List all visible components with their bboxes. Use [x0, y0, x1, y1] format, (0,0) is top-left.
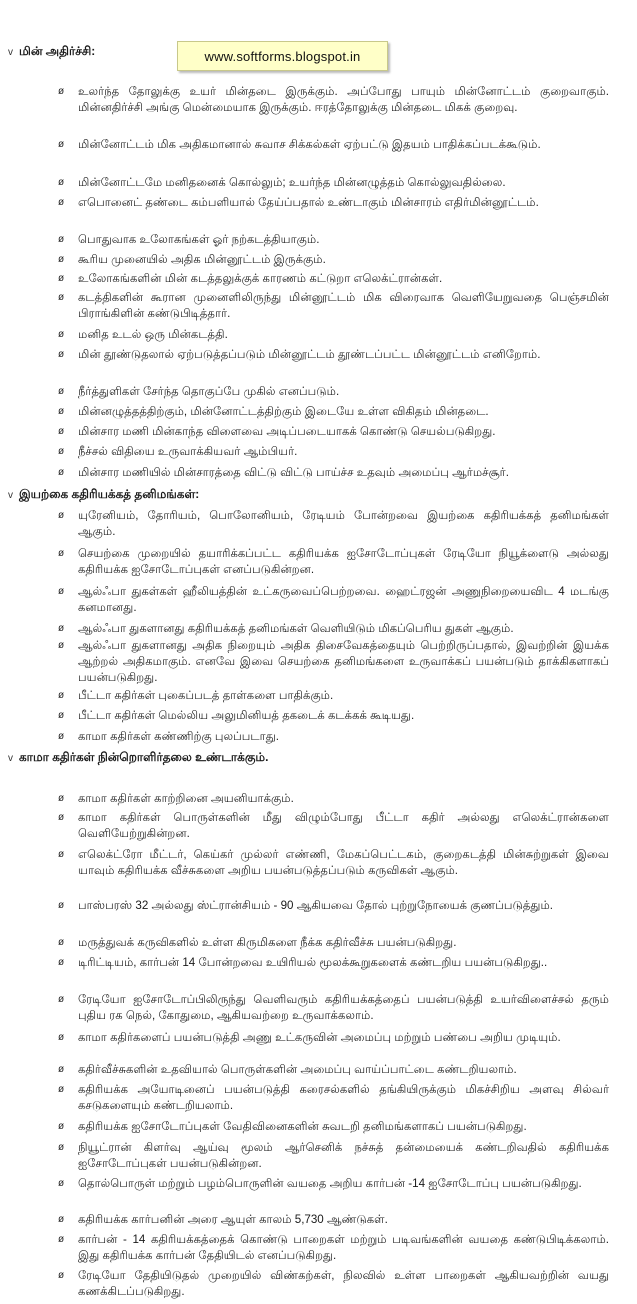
item-marker: ø	[58, 812, 65, 823]
item-text: கூரிய முனையில் அதிக மின்னூட்டம் இருக்கும்.	[78, 253, 326, 266]
item-text: பீட்டா கதிர்கள் புகைப்படத் தாள்களை பாதிக்கும்.	[78, 689, 334, 702]
section-bullet: v	[8, 753, 13, 764]
list-item	[58, 195, 609, 211]
item-text: ரேடியோ ஐசோடோப்பிலிருந்து வெளிவரும் கதிரியக்கத்தைப் பயன்படுத்தி உயர்விளைச்சல் தரும் புதிய ரக நெல், கோதுமை, ஆகியவற்றை உருவாக்கலாம்.	[78, 993, 609, 1022]
list-item	[58, 791, 609, 807]
list-item	[58, 327, 609, 343]
item-text: ரேடியோ தேதியிடுதல் முறையில் விண்கற்கள், நிலவில் உள்ள பாறைகள் ஆகியவற்றின் வயது கணக்கிடப்படுகிறது.	[78, 1269, 609, 1298]
list-item	[58, 508, 609, 540]
list-item	[58, 1119, 609, 1135]
item-marker: ø	[58, 1234, 65, 1245]
list-item	[58, 729, 609, 745]
item-text: டிரிட்டியம், கார்பன் 14 போன்றவை உயிரியல் மூலக்கூறுகளைக் கண்டறிய பயன்படுகிறது..	[78, 956, 548, 969]
item-marker: ø	[58, 234, 65, 245]
section-bullet: v	[8, 490, 13, 501]
item-marker: ø	[58, 467, 65, 478]
item-text: யுரேனியம், தோரியம், பொலோனியம், ரேடியம் போன்றவை இயற்கை கதிரியக்கத் தனிமங்கள் ஆகும்.	[78, 509, 609, 538]
list-item	[58, 1268, 609, 1300]
item-marker: ø	[58, 849, 65, 860]
list-item	[58, 708, 609, 724]
item-marker: ø	[58, 1032, 65, 1043]
item-text: நீர்த்துளிகள் சேர்ந்த தொகுப்பே முகில் எனப்படும்.	[78, 385, 340, 398]
item-marker: ø	[58, 586, 65, 597]
item-marker: ø	[58, 640, 65, 651]
item-marker: ø	[58, 510, 65, 521]
item-text: பாஸ்பரஸ் 32 அல்லது ஸ்ட்ரான்சியம் - 90 ஆகியவை தோல் புற்றுநோயைக் குணப்படுத்தும்.	[78, 899, 554, 912]
item-text: மின் தூண்டுதலால் ஏற்படுத்தப்படும் மின்னூட்டம் தூண்டப்பட்ட மின்னூட்டம் எனிறோம்.	[78, 348, 541, 361]
section-heading-electric-shock	[8, 44, 95, 60]
section-heading-text: இயற்கை கதிரியக்கத் தனிமங்கள்:	[19, 487, 200, 501]
list-item	[58, 546, 609, 578]
list-item	[58, 935, 609, 951]
item-text: கதிரியக்க ஐசோடோப்புகள் வேதிவினைகளின் சுவடறி தனிமங்களாகப் பயன்படுகிறது.	[78, 1120, 527, 1133]
list-item	[58, 1176, 609, 1192]
item-marker: ø	[58, 690, 65, 701]
item-marker: ø	[58, 1142, 65, 1153]
item-text: பொதுவாக உலோகங்கள் ஓர் நற்கடத்தியாகும்.	[78, 233, 320, 246]
item-text: மனித உடல் ஒரு மின்கடத்தி.	[78, 328, 228, 341]
item-text: மின்னோட்டமே மனிதனைக் கொல்லும்; உயர்ந்த மின்னழுத்தம் கொல்லுவதில்லை.	[78, 176, 506, 189]
item-text: ஆல்ஃபா துகளானது அதிக நிறையும் அதிக திசைவேகத்தையும் பெற்றிருப்பதால், இவற்றின் இயக்க ஆற்றல் அதிகமாகும். எனவே இவை செயற்கை தனிமங்களை உருவாக்கப் பயன்படும் தாக்கிகளாகப் பயன்படுகிறது.	[78, 639, 609, 684]
item-marker: ø	[58, 623, 65, 634]
list-item	[58, 1062, 609, 1078]
item-text: கதிரியக்க கார்பனின் அரை ஆயுள் காலம் 5,730 ஆண்டுகள்.	[78, 1213, 388, 1226]
item-marker: ø	[58, 292, 65, 303]
item-marker: ø	[58, 731, 65, 742]
item-marker: ø	[58, 793, 65, 804]
list-item	[58, 424, 609, 440]
section-heading-natural-radioactive	[8, 487, 199, 503]
item-marker: ø	[58, 254, 65, 265]
list-item	[58, 175, 609, 191]
list-item	[58, 290, 609, 322]
item-marker: ø	[58, 349, 65, 360]
site-banner: www.softforms.blogspot.in	[177, 41, 388, 71]
item-marker: ø	[58, 937, 65, 948]
list-item	[58, 465, 609, 481]
list-item	[58, 347, 609, 363]
item-text: காமா கதிர்கள் கண்ணிற்கு புலப்படாது.	[78, 730, 279, 743]
item-text: மின்சார மணியில் மின்சாரத்தை விட்டு விட்டு பாய்ச்ச உதவும் அமைப்பு ஆர்மச்சூர்.	[78, 466, 509, 479]
item-text: கார்பன் - 14 கதிரியக்கத்தைக் கொண்டு பாறைகள் மற்றும் படிவங்களின் வயதை கண்டுபிடிக்கலாம். இது கதிரியக்க கார்பன் தேதியிடல் எனப்படுகிறது.	[78, 1233, 609, 1262]
item-text: நியூட்ரான் கிளர்வு ஆய்வு மூலம் ஆர்செனிக் நச்சுத் தன்மையைக் கண்டறிவதில் கதிரியக்க ஐசோடோப்புகள் பயன்படுகின்றன.	[78, 1141, 609, 1170]
item-marker: ø	[58, 197, 65, 208]
list-item	[58, 1212, 609, 1228]
item-marker: ø	[58, 1178, 65, 1189]
item-text: உலோகங்களின் மின் கடத்தலுக்குக் காரணம் கட்டுறா எலெக்ட்ரான்கள்.	[78, 272, 443, 285]
item-text: உலர்ந்த தோலுக்கு உயர் மின்தடை இருக்கும். அப்போது பாயும் மின்னோட்டம் குறைவாகும். மின்னதிர்ச்சி அங்கு மென்மையாக இருக்கும். ஈரத்தோலுக்கு மின்தடை மிகக் குறைவு.	[78, 85, 609, 114]
item-marker: ø	[58, 1214, 65, 1225]
list-item	[58, 898, 609, 914]
item-marker: ø	[58, 994, 65, 1005]
list-item	[58, 621, 609, 637]
item-text: காமா கதிர்களைப் பயன்படுத்தி அணு உட்கருவின் அமைப்பு மற்றும் பண்பை அறிய முடியும்.	[78, 1031, 561, 1044]
list-item	[58, 84, 609, 116]
list-item	[58, 404, 609, 420]
item-text: கதிர்வீச்சுகளின் உதவியால் பொருள்களின் அமைப்பு வாய்ப்பாட்டை கண்டறியலாம்.	[78, 1063, 517, 1076]
item-marker: ø	[58, 1121, 65, 1132]
item-marker: ø	[58, 446, 65, 457]
item-marker: ø	[58, 273, 65, 284]
item-text: செயற்கை முறையில் தயாரிக்கப்பட்ட கதிரியக்க ஐசோடோப்புகள் ரேடியோ நியூக்ளைடு அல்லது கதிரியக்க ஐசோடோப்புகள் எனப்படுகின்றன.	[78, 547, 609, 576]
item-text: பீட்டா கதிர்கள் மெல்லிய அலுமினியத் தகடைக் கடக்கக் கூடியது.	[78, 709, 415, 722]
list-item	[58, 1232, 609, 1264]
list-item	[58, 252, 609, 268]
item-text: கதிரியக்க அயோடினைப் பயன்படுத்தி கரைசல்களில் தங்கியிருக்கும் மிகச்சிறிய அளவு சில்வர் கசடுகளையும் கண்டறியலாம்.	[78, 1083, 609, 1112]
list-item	[58, 1082, 609, 1114]
list-item	[58, 584, 609, 616]
item-marker: ø	[58, 139, 65, 150]
section-heading-text: காமா கதிர்கள் நின்றொளிர்தலை உண்டாக்கும்.	[19, 750, 269, 764]
item-marker: ø	[58, 710, 65, 721]
section-bullet: v	[8, 47, 13, 58]
item-text: கடத்திகளின் கூரான முனைளிலிருந்து மின்னூட்டம் மிக விரைவாக வெளியேறுவதை பெஞ்சமின் பிராங்கிளின் கண்டுபிடித்தார்.	[78, 291, 609, 320]
list-item	[58, 271, 609, 287]
list-item	[58, 1030, 609, 1046]
item-text: தொல்பொருள் மற்றும் பழம்பொருளின் வயதை அறிய கார்பன் -14 ஐசோடோப்பு பயன்படுகிறது.	[78, 1177, 582, 1190]
item-marker: ø	[58, 548, 65, 559]
list-item	[58, 638, 609, 686]
item-text: காமா கதிர்கள் பொருள்களின் மீது விழும்போது பீட்டா கதிர் அல்லது எலெக்ட்ரான்களை வெளியேற்றுகின்றன.	[78, 811, 609, 840]
list-item	[58, 847, 609, 879]
item-text: ஆல்ஃபா துகள்கள் ஹீலியத்தின் உட்கருவைப்பெற்றவை. ஹைட்ரஜன் அணுநிறையைவிட 4 மடங்கு கனமானது.	[78, 585, 609, 614]
section-heading-text: மின் அதிர்ச்சி:	[19, 44, 96, 58]
list-item	[58, 688, 609, 704]
item-text: எலெக்ட்ரோ மீட்டர், கெய்கர் முல்லர் எண்ணி, மேகப்பெட்டகம், குறைகடத்தி மின்சுற்றுகள் இவை யாவும் கதிரியக்க வீச்சுகளை அறிய பயன்படுத்தப்படும் கருவிகள் ஆகும்.	[78, 848, 609, 877]
list-item	[58, 384, 609, 400]
item-text: மருத்துவக் கருவிகளில் உள்ள கிருமிகளை நீக்க கதிர்வீச்சு பயன்படுகிறது.	[78, 936, 457, 949]
item-marker: ø	[58, 957, 65, 968]
item-text: மின்னழுத்தத்திற்கும், மின்னோட்டத்திற்கும் இடையே உள்ள விகிதம் மின்தடை.	[78, 405, 489, 418]
item-text: எபொனைட் தண்டை கம்பளியால் தேய்ப்பதால் உண்டாகும் மின்சாரம் எதிர்மின்னூட்டம்.	[78, 196, 539, 209]
list-item	[58, 955, 609, 971]
item-marker: ø	[58, 1084, 65, 1095]
item-marker: ø	[58, 426, 65, 437]
list-item	[58, 1140, 609, 1172]
item-marker: ø	[58, 329, 65, 340]
item-text: மின்னோட்டம் மிக அதிகமானால் சுவாச சிக்கல்கள் ஏற்பட்டு இதயம் பாதிக்கப்படக்கூடும்.	[78, 138, 541, 151]
item-marker: ø	[58, 177, 65, 188]
item-marker: ø	[58, 900, 65, 911]
item-marker: ø	[58, 386, 65, 397]
list-item	[58, 137, 609, 153]
item-marker: ø	[58, 86, 65, 97]
section-heading-gamma	[8, 750, 268, 766]
item-marker: ø	[58, 406, 65, 417]
list-item	[58, 992, 609, 1024]
list-item	[58, 810, 609, 842]
item-text: ஆல்ஃபா துகளானது கதிரியக்கத் தனிமங்கள் வெளியிடும் மிகப்பெரிய துகள் ஆகும்.	[78, 622, 514, 635]
item-text: நீச்சல் விதியை உருவாக்கியவர் ஆம்பியர்.	[78, 445, 298, 458]
list-item	[58, 444, 609, 460]
item-text: காமா கதிர்கள் காற்றினை அயனியாக்கும்.	[78, 792, 294, 805]
item-marker: ø	[58, 1270, 65, 1281]
list-item	[58, 232, 609, 248]
item-text: மின்சார மணி மின்காந்த விளைவை அடிப்படையாகக் கொண்டு செயல்படுகிறது.	[78, 425, 496, 438]
item-marker: ø	[58, 1064, 65, 1075]
